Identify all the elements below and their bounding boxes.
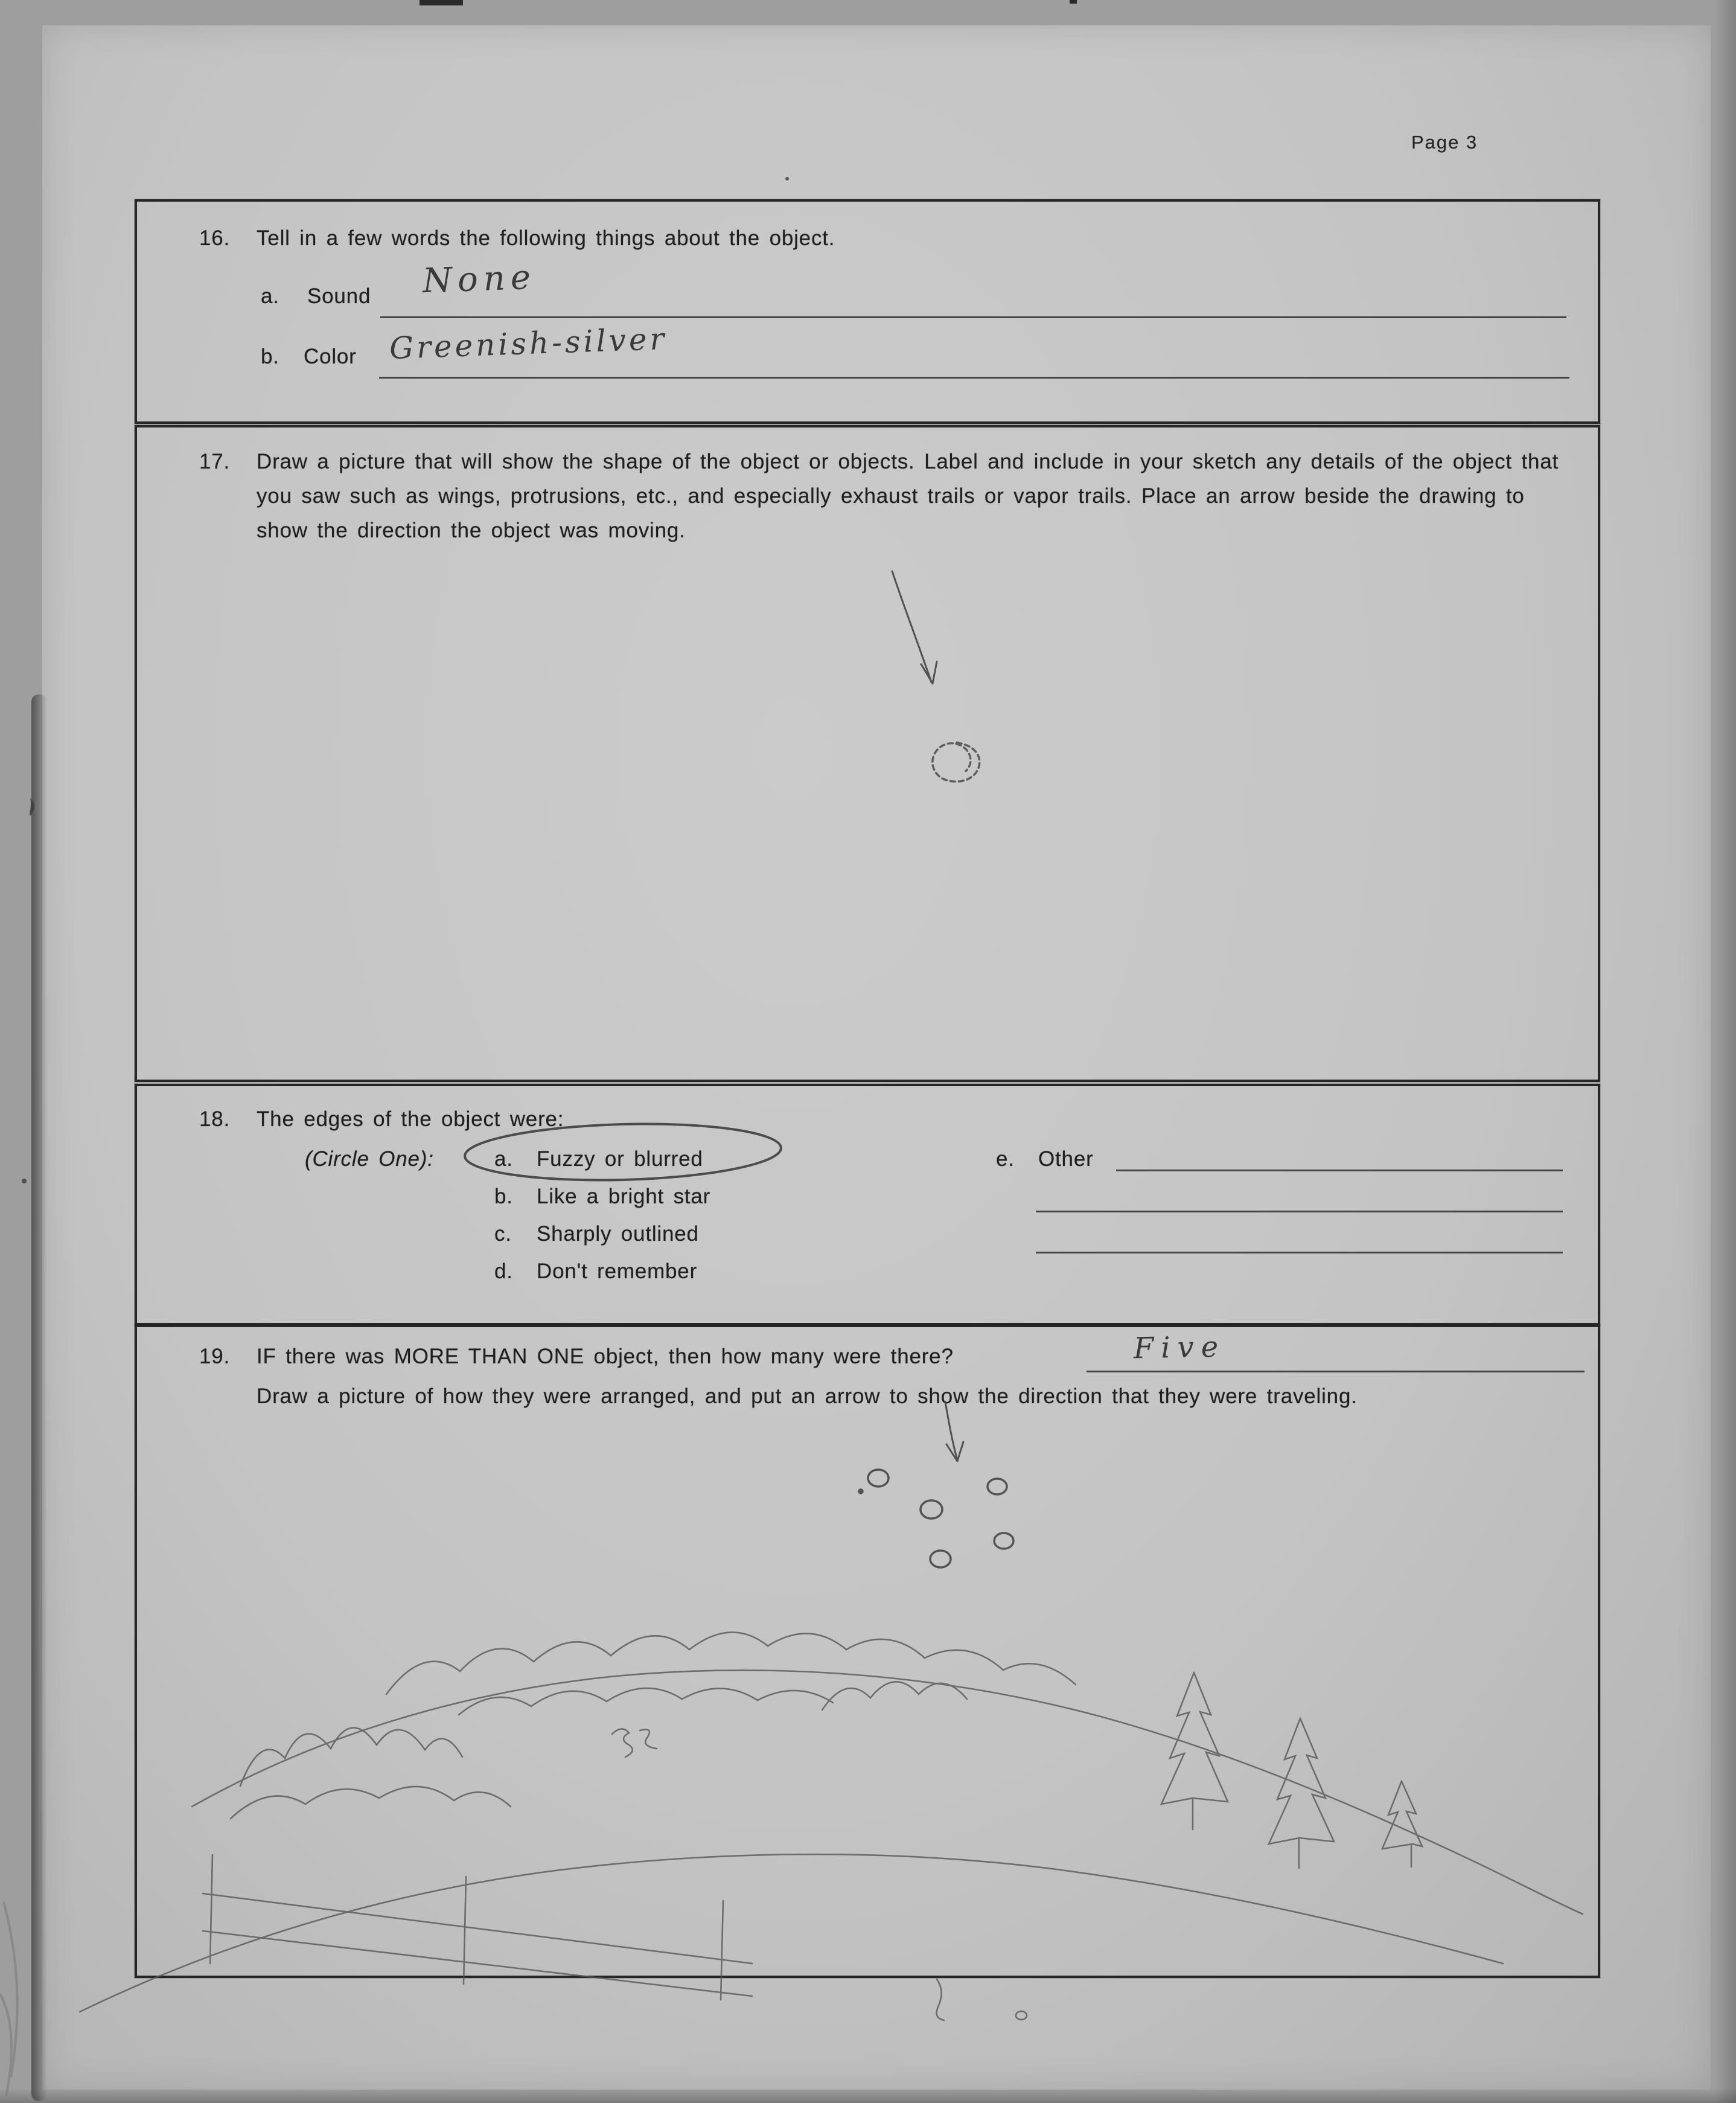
page-number-label: Page 3 xyxy=(1411,132,1478,153)
q18-option-c-label: Sharply outlined xyxy=(537,1222,699,1246)
q18-option-a-label: Fuzzy or blurred xyxy=(537,1147,703,1171)
question-16-section xyxy=(135,199,1600,424)
question-17-section xyxy=(135,425,1600,1082)
q18-other-line-3 xyxy=(1036,1252,1563,1253)
q16a-label: Sound xyxy=(307,284,371,308)
scan-edge-artifacts xyxy=(0,1902,18,2096)
q19-prompt-2: Draw a picture of how they were arranged, and put an arrow to show the direction that they were traveling. xyxy=(257,1384,1358,1408)
question-19-section xyxy=(135,1325,1600,1978)
q19-number: 19. xyxy=(199,1345,231,1368)
q18-option-c-letter: c. xyxy=(494,1222,512,1246)
q18-other-line-1 xyxy=(1116,1170,1563,1171)
q18-circle-one-instruction: (Circle One): xyxy=(305,1147,434,1171)
q16b-handwritten-value: Greenish-silver xyxy=(389,321,668,367)
q18-option-a-letter: a. xyxy=(494,1147,513,1171)
scan-artifact-top xyxy=(420,0,463,5)
q16b-label: Color xyxy=(304,345,357,368)
q17-number: 17. xyxy=(199,450,231,473)
q19-count-line xyxy=(1087,1371,1584,1372)
q16a-answer-line xyxy=(380,316,1566,318)
q18-option-d-label: Don't remember xyxy=(537,1260,698,1283)
q18-option-e-letter: e. xyxy=(996,1147,1015,1171)
scan-shadow-right xyxy=(1714,0,1736,2103)
q18-option-d-letter: d. xyxy=(494,1260,513,1283)
q16-number: 16. xyxy=(199,226,231,250)
q18-prompt: The edges of the object were: xyxy=(257,1107,564,1131)
q16b-letter: b. xyxy=(261,345,279,368)
q18-option-b-label: Like a bright star xyxy=(537,1185,711,1208)
q16-prompt: Tell in a few words the following things about the object. xyxy=(257,226,835,250)
question-18-section xyxy=(135,1084,1600,1325)
q18-option-b-letter: b. xyxy=(494,1185,513,1208)
q16b-answer-line xyxy=(379,377,1569,379)
q16a-handwritten-value: None xyxy=(421,257,537,301)
scan-artifact-top-2 xyxy=(1070,0,1077,4)
q18-other-line-2 xyxy=(1036,1211,1563,1212)
q18-option-e-label: Other xyxy=(1038,1147,1094,1171)
q17-prompt: Draw a picture that will show the shape of the object or objects. Label and include in your sketch any details of the object that you saw such as wings, protrusions, etc., and especially exhaust trails or vapor trails. Place an arrow beside the drawing to show the direction the object was moving. xyxy=(257,450,1559,542)
scan-shadow-left xyxy=(31,694,47,2101)
q19-handwritten-count: Five xyxy=(1133,1330,1226,1366)
q19-prompt: IF there was MORE THAN ONE object, then how many were there? xyxy=(257,1345,954,1368)
q16a-letter: a. xyxy=(261,284,279,308)
scan-shadow-bottom xyxy=(0,2089,1736,2103)
q18-number: 18. xyxy=(199,1107,231,1131)
